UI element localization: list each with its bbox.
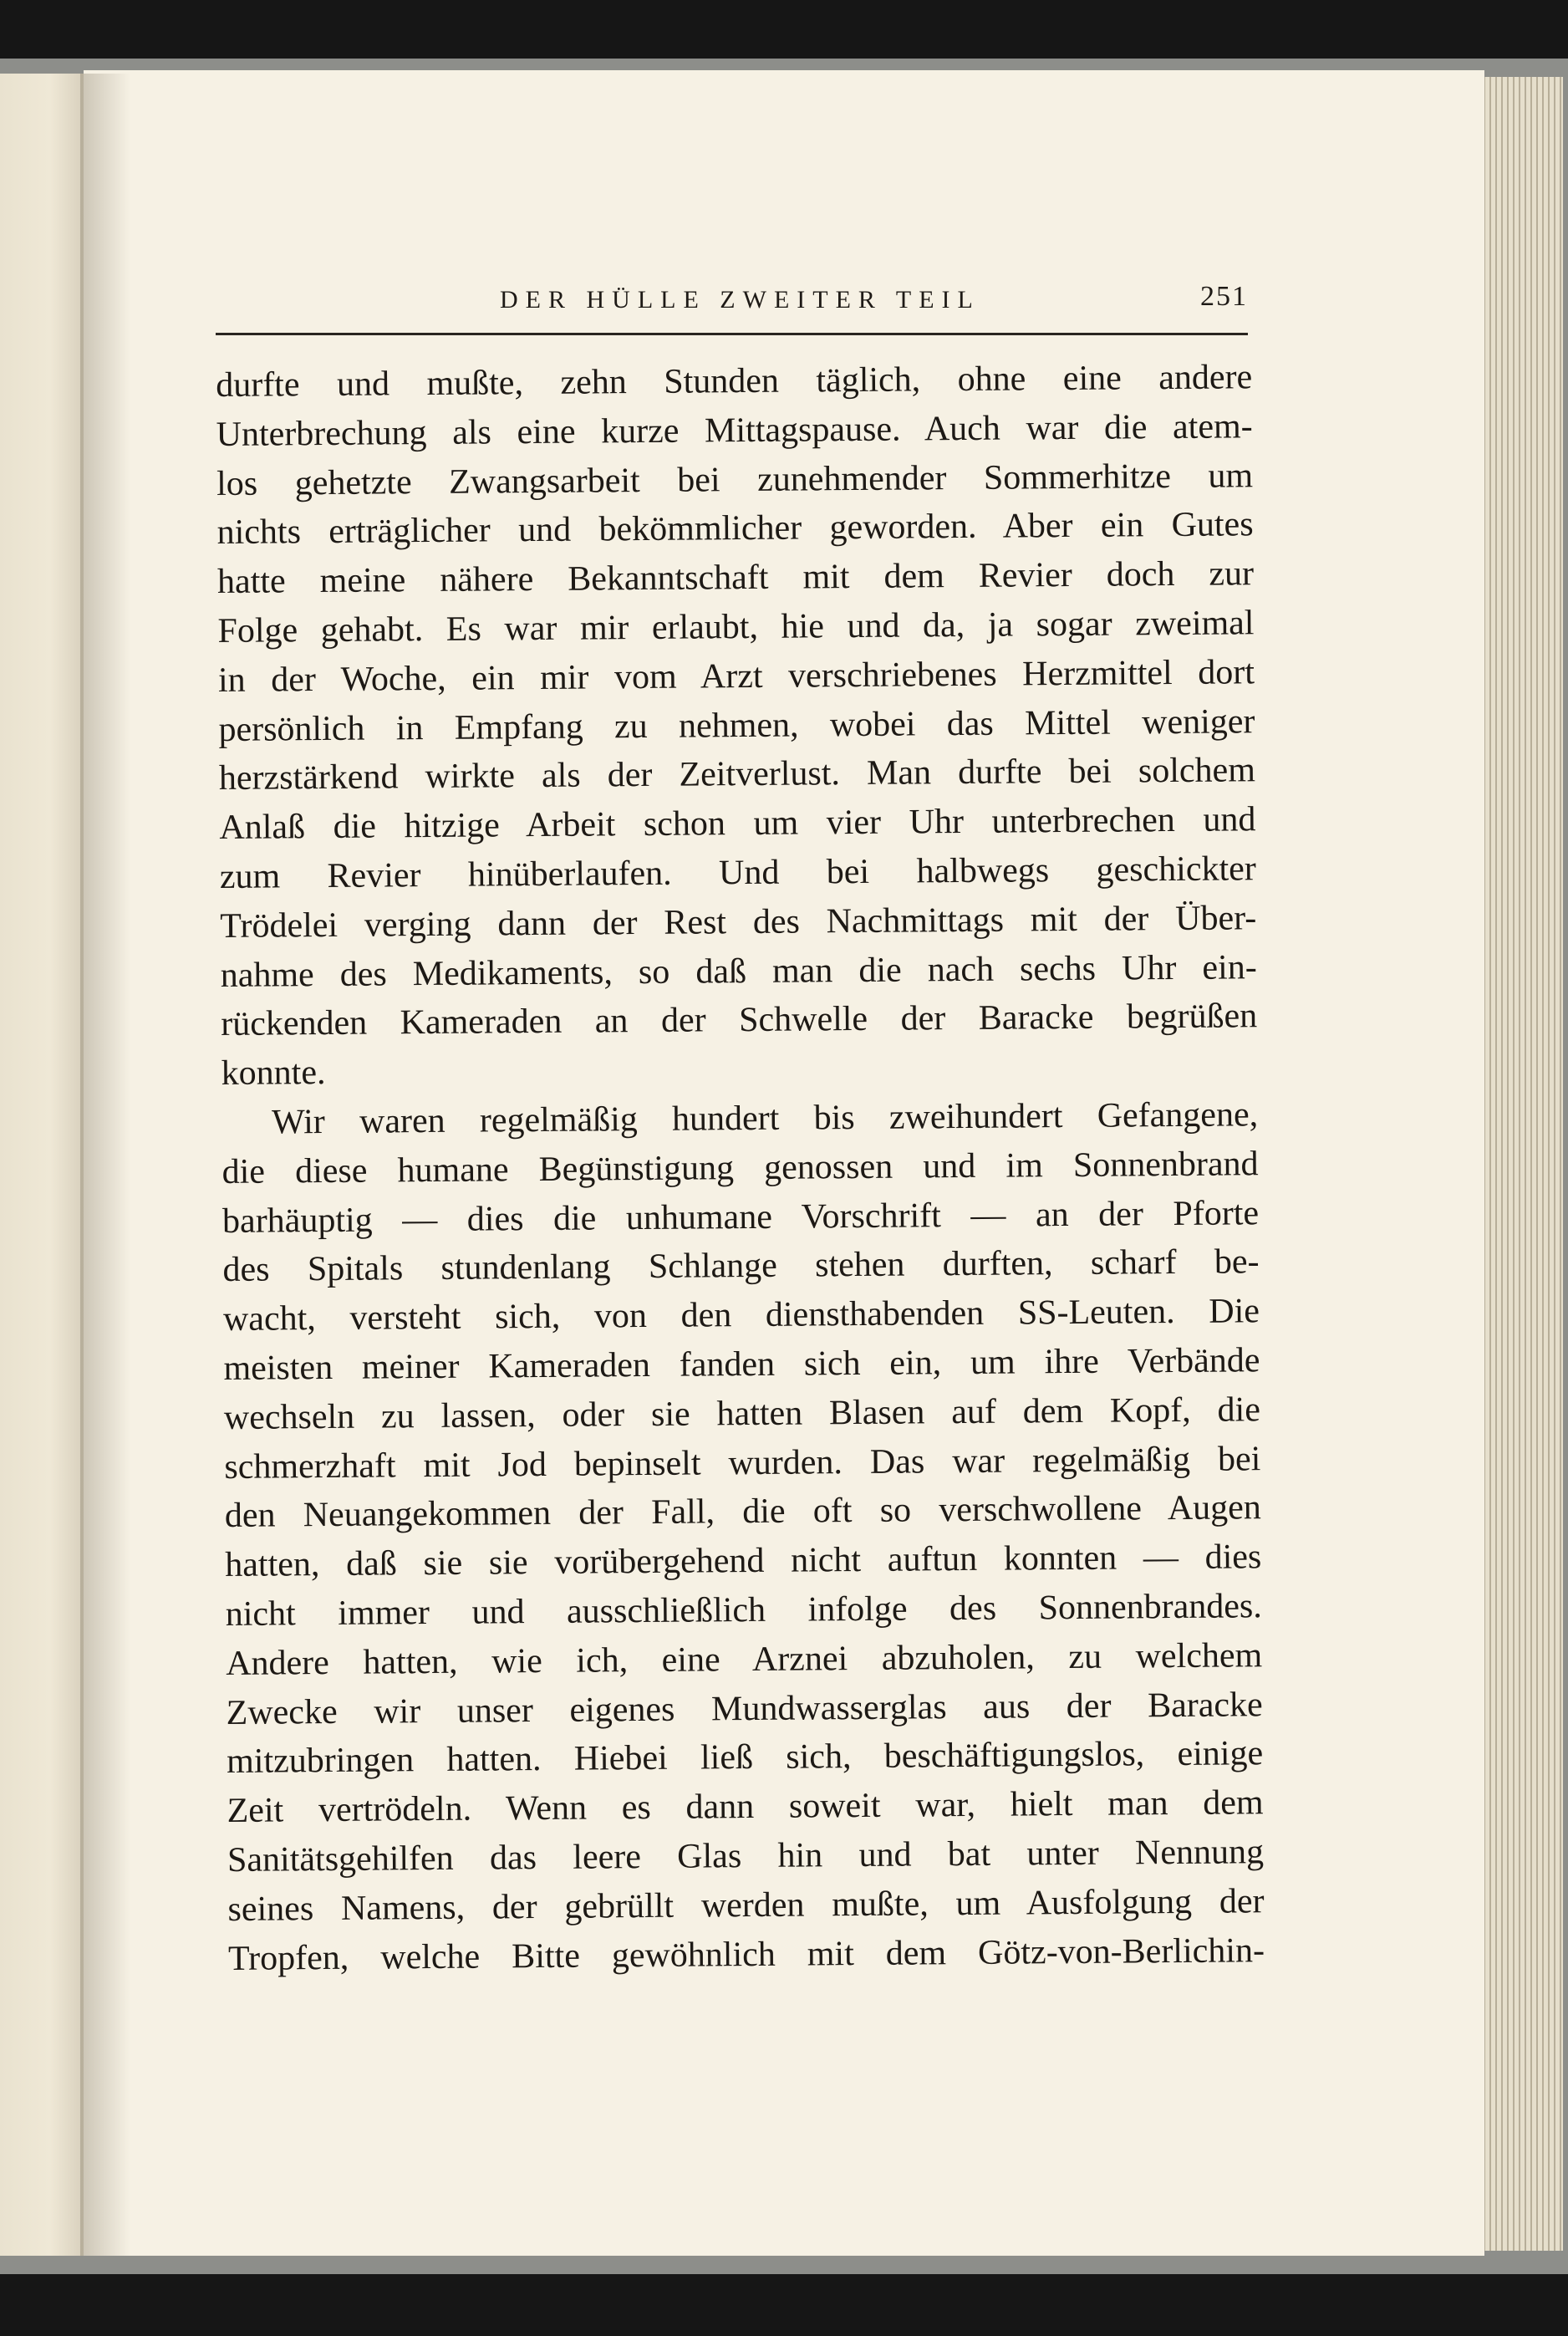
running-head-title: DER HÜLLE ZWEITER TEIL bbox=[500, 286, 980, 314]
text-line: des Spitals stundenlang Schlange stehen durften, scharf be- bbox=[222, 1242, 1260, 1290]
text-line: Sanitätsgehilfen das leere Glas hin und bat unter Nennung bbox=[227, 1833, 1265, 1880]
facing-page-edge bbox=[0, 74, 85, 2256]
text-line: herzstärkend wirkte als der Zeitverlust. Man durfte bei solchem bbox=[218, 751, 1256, 798]
text-line: konnte. bbox=[221, 1053, 326, 1094]
text-line: Wir waren regelmäßig hundert bis zweihundert Gefangene, bbox=[271, 1095, 1259, 1142]
running-head bbox=[216, 283, 1248, 335]
text-line: Folge gehabt. Es war mir erlaubt, hie und da, ja sogar zweimal bbox=[217, 604, 1255, 650]
text-line: Andere hatten, wie ich, eine Arznei abzuholen, zu welchem bbox=[226, 1635, 1263, 1683]
text-line: Zeit vertrödeln. Wenn es dann soweit war, hielt man dem bbox=[227, 1783, 1264, 1831]
text-line: schmerzhaft mit Jod bepinselt wurden. Das war regelmäßig bei bbox=[224, 1439, 1261, 1487]
text-line: durfte und mußte, zehn Stunden täglich, ohne eine andere bbox=[216, 358, 1253, 405]
text-line: Trödelei verging dann der Rest des Nachmittags mit der Über- bbox=[220, 899, 1257, 946]
text-line: hatten, daß sie sie vorübergehend nicht auftun konnten — dies bbox=[225, 1538, 1262, 1585]
text-line: seines Namens, der gebrüllt werden mußte, um Ausfolgung der bbox=[227, 1881, 1265, 1929]
text-line: Zwecke wir unser eigenes Mundwasserglas aus der Baracke bbox=[226, 1685, 1263, 1732]
page-number: 251 bbox=[1200, 281, 1248, 312]
text-line: los gehetzte Zwangsarbeit bei zunehmender Sommerhitze um bbox=[216, 456, 1254, 503]
text-line: persönlich in Empfang zu nehmen, wobei das Mittel weniger bbox=[218, 701, 1255, 749]
text-line: die diese humane Begünstigung genossen und im Sonnenbrand bbox=[221, 1144, 1259, 1191]
text-line: meisten meiner Kameraden fanden sich ein, um ihre Verbände bbox=[223, 1341, 1260, 1388]
text-line: hatte meine nähere Bekanntschaft mit dem Revier doch zur bbox=[216, 554, 1255, 602]
text-line: Anlaß die hitzige Arbeit schon um vier Uhr unterbrechen und bbox=[219, 800, 1256, 848]
text-line: rückenden Kameraden an der Schwelle der Baracke begrüßen bbox=[221, 997, 1258, 1044]
text-line: nahme des Medikaments, so daß man die nach sechs Uhr ein- bbox=[220, 947, 1257, 995]
text-line: wechseln zu lassen, oder sie hatten Blasen auf dem Kopf, die bbox=[223, 1390, 1261, 1437]
gutter-shadow bbox=[80, 74, 130, 2256]
text-line: barhäuptig — dies die unhumane Vorschrift — an der Pforte bbox=[221, 1193, 1260, 1241]
text-line: zum Revier hinüberlaufen. Und bei halbwegs geschickter bbox=[219, 849, 1256, 896]
text-line: Tropfen, welche Bitte gewöhnlich mit dem Götz-von-Berlichin- bbox=[227, 1931, 1265, 1978]
body-text bbox=[216, 353, 1265, 2033]
text-line: wacht, versteht sich, von den diensthabenden SS-Leuten. Die bbox=[222, 1292, 1260, 1339]
text-line: nichts erträglicher und bekömmlicher geworden. Aber ein Gutes bbox=[216, 505, 1254, 553]
text-line: nicht immer und ausschließlich infolge des Sonnenbrandes. bbox=[225, 1587, 1262, 1634]
text-line: den Neuangekommen der Fall, die oft so verschwollene Augen bbox=[224, 1488, 1261, 1536]
page-block-edges bbox=[1478, 77, 1563, 2251]
text-line: in der Woche, ein mir vom Arzt verschriebenes Herzmittel dort bbox=[217, 653, 1255, 700]
text-line: Unterbrechung als eine kurze Mittagspause. Auch war die atem- bbox=[216, 407, 1253, 454]
text-line: mitzubringen hatten. Hiebei ließ sich, beschäftigungslos, einige bbox=[226, 1734, 1264, 1782]
